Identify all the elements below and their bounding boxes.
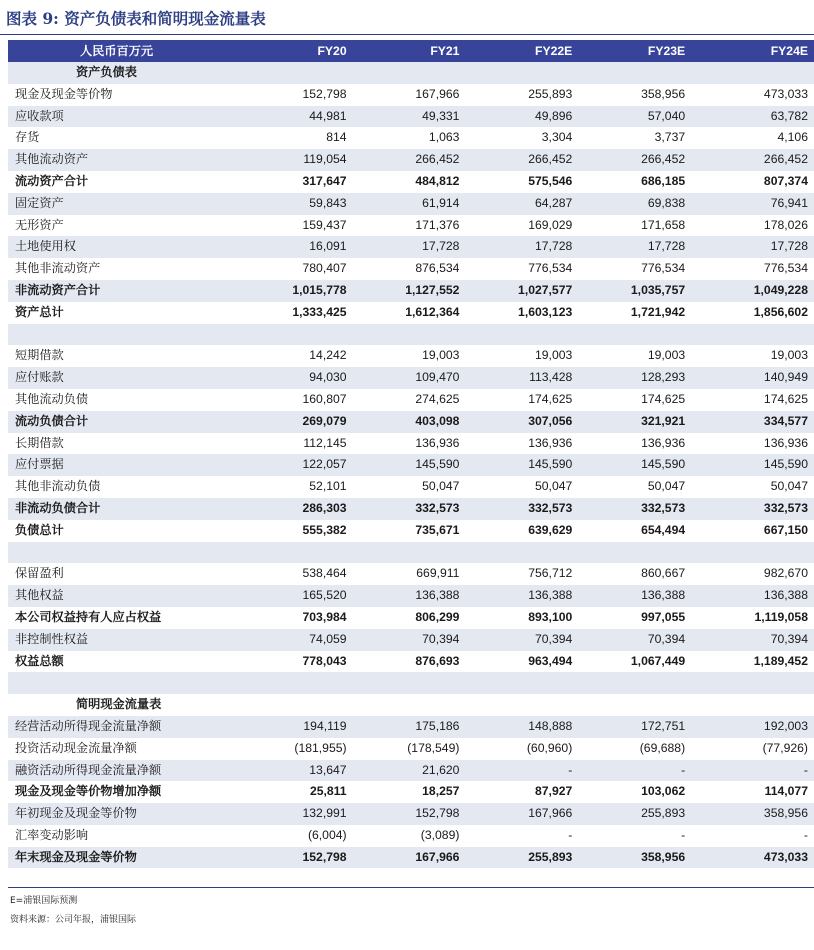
table-row bbox=[8, 847, 814, 869]
value-cell-fy21 bbox=[353, 672, 466, 694]
value-cell-fy22e bbox=[465, 694, 578, 716]
value-cell-fy21: (3,089) bbox=[420, 827, 460, 842]
value-cell-fy23e: 358,956 bbox=[641, 849, 686, 864]
value-cell-fy21: 876,693 bbox=[415, 653, 460, 668]
value-cell-fy23e: 1,035,757 bbox=[630, 282, 686, 297]
value-cell-fy23e: 266,452 bbox=[641, 152, 686, 167]
value-cell-fy20: 52,101 bbox=[309, 479, 347, 494]
value-cell-fy22e: 136,388 bbox=[528, 588, 573, 603]
value-cell-fy21: 17,728 bbox=[422, 239, 460, 254]
footer-divider bbox=[8, 887, 814, 888]
table-row bbox=[8, 411, 814, 433]
section-label: 简明现金流量表 bbox=[76, 697, 162, 712]
section-label: 资产负债表 bbox=[76, 65, 137, 79]
value-cell-fy21: 145,590 bbox=[415, 457, 460, 472]
value-cell-fy24e bbox=[691, 694, 814, 716]
value-cell-fy22e: 19,003 bbox=[535, 348, 573, 363]
value-cell-fy22e: 64,287 bbox=[535, 195, 573, 210]
row-label: 年末现金及现金等价物 bbox=[15, 849, 137, 864]
row-label: 流动负债合计 bbox=[15, 413, 89, 428]
value-cell-fy24e: 19,003 bbox=[770, 348, 808, 363]
value-cell-fy20: 703,984 bbox=[302, 609, 347, 624]
value-cell-fy21: 175,186 bbox=[415, 718, 460, 733]
table-row bbox=[8, 367, 814, 389]
value-cell-fy23e bbox=[578, 672, 691, 694]
value-cell-fy20: 25,811 bbox=[309, 784, 347, 799]
row-label bbox=[8, 672, 215, 694]
value-cell-fy21: 332,573 bbox=[415, 500, 460, 515]
row-label: 应收款项 bbox=[15, 108, 64, 123]
value-cell-fy20: 194,119 bbox=[303, 718, 347, 733]
value-cell-fy22e: 255,893 bbox=[528, 849, 573, 864]
value-cell-fy23e: 255,893 bbox=[641, 806, 686, 821]
value-cell-fy21: 669,911 bbox=[416, 566, 460, 581]
value-cell-fy24e: 174,625 bbox=[763, 391, 808, 406]
table-row bbox=[8, 651, 814, 673]
value-cell-fy23e: 174,625 bbox=[641, 391, 686, 406]
value-cell-fy24e: 63,782 bbox=[770, 108, 808, 123]
value-cell-fy20: 780,407 bbox=[302, 261, 347, 276]
row-label: 其他流动负债 bbox=[15, 391, 89, 406]
table-row bbox=[8, 738, 814, 760]
row-label: 固定资产 bbox=[15, 195, 64, 210]
value-cell-fy20: 16,091 bbox=[309, 239, 347, 254]
value-cell-fy21: 1,063 bbox=[428, 130, 460, 145]
value-cell-fy23e: 103,062 bbox=[641, 784, 686, 799]
value-cell-fy22e: 255,893 bbox=[528, 86, 573, 101]
value-cell-fy20: 152,798 bbox=[302, 849, 347, 864]
value-cell-fy23e bbox=[578, 62, 691, 84]
table-row bbox=[8, 433, 814, 455]
table-header-row bbox=[8, 40, 814, 62]
table-row bbox=[8, 84, 814, 106]
estimate-note: E=浦银国际预测 bbox=[10, 896, 78, 906]
value-cell-fy20: 44,981 bbox=[309, 108, 347, 123]
table-row bbox=[8, 781, 814, 803]
spacer-row bbox=[8, 542, 814, 564]
value-cell-fy21: 19,003 bbox=[422, 348, 460, 363]
value-cell-fy21: 403,098 bbox=[415, 413, 460, 428]
row-label: 非流动负债合计 bbox=[15, 500, 101, 515]
table-row bbox=[8, 302, 814, 324]
value-cell-fy22e: 1,603,123 bbox=[518, 304, 573, 319]
value-cell-fy20: 74,059 bbox=[309, 631, 347, 646]
row-label: 土地使用权 bbox=[15, 239, 76, 254]
title-divider bbox=[0, 34, 814, 35]
value-cell-fy20: 269,079 bbox=[302, 413, 347, 428]
value-cell-fy20 bbox=[215, 694, 353, 716]
value-cell-fy21: 152,798 bbox=[415, 806, 460, 821]
table-row bbox=[8, 215, 814, 237]
value-cell-fy20 bbox=[215, 324, 353, 346]
value-cell-fy22e: 17,728 bbox=[535, 239, 573, 254]
value-cell-fy23e: 136,388 bbox=[641, 588, 686, 603]
value-cell-fy24e: 982,670 bbox=[763, 566, 808, 581]
value-cell-fy20 bbox=[215, 672, 353, 694]
value-cell-fy21 bbox=[353, 694, 466, 716]
column-header-fy23e: FY23E bbox=[647, 44, 686, 58]
value-cell-fy21: 266,452 bbox=[415, 152, 460, 167]
value-cell-fy21: 61,914 bbox=[422, 195, 460, 210]
value-cell-fy23e: 136,936 bbox=[641, 435, 686, 450]
row-label: 其他非流动资产 bbox=[15, 261, 101, 276]
value-cell-fy24e bbox=[691, 542, 814, 564]
value-cell-fy22e: 639,629 bbox=[528, 522, 573, 537]
value-cell-fy20: 159,437 bbox=[302, 217, 347, 232]
row-label: 存货 bbox=[15, 130, 40, 145]
value-cell-fy23e bbox=[578, 694, 691, 716]
row-label: 短期借款 bbox=[15, 348, 64, 363]
value-cell-fy20: 94,030 bbox=[309, 370, 347, 385]
value-cell-fy22e: 169,029 bbox=[528, 217, 573, 232]
value-cell-fy23e: 997,055 bbox=[641, 609, 686, 624]
value-cell-fy20: 152,798 bbox=[302, 86, 347, 101]
value-cell-fy24e: 473,033 bbox=[763, 849, 808, 864]
row-label: 负债总计 bbox=[15, 522, 64, 537]
value-cell-fy23e: 145,590 bbox=[641, 457, 686, 472]
column-header-fy20: FY20 bbox=[317, 44, 347, 58]
table-row bbox=[8, 345, 814, 367]
table-row bbox=[8, 629, 814, 651]
value-cell-fy22e: 575,546 bbox=[528, 173, 573, 188]
value-cell-fy24e: 1,856,602 bbox=[753, 304, 808, 319]
table-row bbox=[8, 825, 814, 847]
value-cell-fy23e: (69,688) bbox=[639, 740, 686, 755]
row-label: 现金及现金等价物 bbox=[15, 86, 113, 101]
value-cell-fy20: 132,991 bbox=[302, 806, 347, 821]
value-cell-fy24e: 1,119,058 bbox=[754, 609, 808, 624]
value-cell-fy23e: 321,921 bbox=[641, 413, 686, 428]
value-cell-fy24e: 136,936 bbox=[763, 435, 808, 450]
value-cell-fy24e: 76,941 bbox=[770, 195, 808, 210]
value-cell-fy21: 1,127,552 bbox=[405, 282, 460, 297]
row-label: 其他权益 bbox=[15, 588, 64, 603]
value-cell-fy20: 59,843 bbox=[309, 195, 347, 210]
value-cell-fy20 bbox=[215, 62, 353, 84]
unit-header: 人民币百万元 bbox=[80, 44, 154, 58]
value-cell-fy23e: 1,721,942 bbox=[630, 304, 686, 319]
value-cell-fy23e: 358,956 bbox=[641, 86, 686, 101]
value-cell-fy22e: 1,027,577 bbox=[518, 282, 573, 297]
row-label: 资产总计 bbox=[15, 304, 64, 319]
row-label: 投资活动现金流量净额 bbox=[15, 740, 137, 755]
value-cell-fy23e: 3,737 bbox=[654, 130, 686, 145]
value-cell-fy23e: 860,667 bbox=[641, 566, 686, 581]
value-cell-fy23e: 172,751 bbox=[641, 718, 686, 733]
value-cell-fy22e: 776,534 bbox=[528, 261, 573, 276]
value-cell-fy23e: 50,047 bbox=[647, 479, 686, 494]
value-cell-fy24e: 140,949 bbox=[763, 370, 808, 385]
figure-title: 图表 9: 资产负债表和简明现金流量表 bbox=[6, 9, 266, 28]
column-header-fy22e: FY22E bbox=[535, 44, 573, 58]
value-cell-fy20: (181,955) bbox=[294, 740, 347, 755]
row-label: 非流动资产合计 bbox=[15, 282, 101, 297]
row-label: 无形资产 bbox=[15, 217, 64, 232]
row-label: 非控制性权益 bbox=[15, 631, 89, 646]
value-cell-fy22e: 70,394 bbox=[535, 631, 573, 646]
value-cell-fy23e: 57,040 bbox=[647, 108, 686, 123]
value-cell-fy24e: 266,452 bbox=[763, 152, 808, 167]
column-header-fy24e: FY24E bbox=[770, 44, 808, 58]
value-cell-fy23e bbox=[578, 542, 691, 564]
value-cell-fy22e: 893,100 bbox=[528, 609, 573, 624]
value-cell-fy20: (6,004) bbox=[307, 827, 347, 842]
value-cell-fy20: 555,382 bbox=[302, 522, 347, 537]
table-row bbox=[8, 389, 814, 411]
financial-table bbox=[8, 40, 814, 868]
table-row bbox=[8, 193, 814, 215]
value-cell-fy24e: (77,926) bbox=[762, 740, 808, 755]
table-row bbox=[8, 607, 814, 629]
value-cell-fy21 bbox=[353, 324, 466, 346]
table-row bbox=[8, 258, 814, 280]
table-row bbox=[8, 171, 814, 193]
value-cell-fy22e: 174,625 bbox=[528, 391, 573, 406]
value-cell-fy24e: 136,388 bbox=[763, 588, 808, 603]
value-cell-fy22e: 113,428 bbox=[529, 370, 573, 385]
table-row bbox=[8, 280, 814, 302]
value-cell-fy20: 814 bbox=[326, 130, 347, 145]
value-cell-fy24e: 807,374 bbox=[763, 173, 808, 188]
value-cell-fy24e: - bbox=[803, 762, 808, 777]
table-row bbox=[8, 236, 814, 258]
table-row bbox=[8, 760, 814, 782]
value-cell-fy22e: 756,712 bbox=[528, 566, 573, 581]
value-cell-fy21: 70,394 bbox=[422, 631, 460, 646]
row-label: 年初现金及现金等价物 bbox=[15, 806, 137, 821]
value-cell-fy20: 165,520 bbox=[302, 588, 347, 603]
value-cell-fy24e: 178,026 bbox=[763, 217, 808, 232]
value-cell-fy21 bbox=[353, 542, 466, 564]
value-cell-fy24e: 17,728 bbox=[770, 239, 808, 254]
row-label bbox=[8, 542, 215, 564]
value-cell-fy22e: 49,896 bbox=[535, 108, 573, 123]
value-cell-fy20: 160,807 bbox=[302, 391, 347, 406]
row-label: 应付票据 bbox=[15, 457, 64, 472]
row-label: 汇率变动影响 bbox=[15, 827, 89, 842]
value-cell-fy23e: 19,003 bbox=[647, 348, 686, 363]
table-row bbox=[8, 563, 814, 585]
value-cell-fy22e bbox=[465, 62, 578, 84]
value-cell-fy24e: - bbox=[803, 827, 808, 842]
row-label: 其他非流动负债 bbox=[15, 479, 101, 494]
value-cell-fy22e: 167,966 bbox=[528, 806, 573, 821]
value-cell-fy20: 286,303 bbox=[302, 500, 347, 515]
table-row bbox=[8, 127, 814, 149]
value-cell-fy20: 778,043 bbox=[302, 653, 347, 668]
table-row bbox=[8, 498, 814, 520]
row-label bbox=[8, 324, 215, 346]
table-row bbox=[8, 476, 814, 498]
value-cell-fy23e: - bbox=[681, 827, 686, 842]
value-cell-fy22e: 307,056 bbox=[528, 413, 573, 428]
value-cell-fy24e: 473,033 bbox=[763, 86, 808, 101]
value-cell-fy20: 112,145 bbox=[303, 435, 347, 450]
section-header-row bbox=[8, 694, 814, 716]
row-label: 长期借款 bbox=[15, 435, 64, 450]
value-cell-fy24e: 358,956 bbox=[763, 806, 808, 821]
value-cell-fy23e: 17,728 bbox=[647, 239, 686, 254]
value-cell-fy21: 136,936 bbox=[415, 435, 460, 450]
value-cell-fy24e bbox=[691, 62, 814, 84]
value-cell-fy21: 171,376 bbox=[415, 217, 460, 232]
value-cell-fy20: 122,057 bbox=[302, 457, 347, 472]
spacer-row bbox=[8, 324, 814, 346]
value-cell-fy22e: 148,888 bbox=[528, 718, 573, 733]
value-cell-fy24e: 70,394 bbox=[770, 631, 808, 646]
row-label: 融资活动所得现金流量净额 bbox=[15, 762, 162, 777]
value-cell-fy24e: 192,003 bbox=[763, 718, 808, 733]
spacer-row bbox=[8, 672, 814, 694]
value-cell-fy24e: 50,047 bbox=[770, 479, 808, 494]
value-cell-fy22e: (60,960) bbox=[526, 740, 573, 755]
table-row bbox=[8, 149, 814, 171]
value-cell-fy20: 13,647 bbox=[309, 762, 347, 777]
value-cell-fy24e bbox=[691, 672, 814, 694]
table-row bbox=[8, 585, 814, 607]
value-cell-fy24e: 4,106 bbox=[777, 130, 808, 145]
value-cell-fy23e: - bbox=[681, 762, 686, 777]
value-cell-fy21: 50,047 bbox=[422, 479, 460, 494]
row-label: 流动资产合计 bbox=[15, 173, 89, 188]
table-row bbox=[8, 520, 814, 542]
column-header-fy21: FY21 bbox=[430, 44, 460, 58]
value-cell-fy21: 274,625 bbox=[415, 391, 460, 406]
value-cell-fy22e: 3,304 bbox=[541, 130, 573, 145]
value-cell-fy20: 317,647 bbox=[302, 173, 347, 188]
value-cell-fy21: 167,966 bbox=[415, 849, 460, 864]
value-cell-fy24e: 1,049,228 bbox=[753, 282, 808, 297]
value-cell-fy24e: 667,150 bbox=[763, 522, 808, 537]
value-cell-fy24e: 334,577 bbox=[763, 413, 808, 428]
value-cell-fy22e: - bbox=[568, 762, 573, 777]
value-cell-fy21: (178,549) bbox=[407, 740, 460, 755]
value-cell-fy23e: 70,394 bbox=[647, 631, 686, 646]
value-cell-fy21: 876,534 bbox=[415, 261, 460, 276]
table-body bbox=[8, 62, 814, 868]
value-cell-fy23e: 171,658 bbox=[641, 217, 686, 232]
value-cell-fy22e: 87,927 bbox=[535, 784, 573, 799]
value-cell-fy20: 1,015,778 bbox=[292, 282, 347, 297]
value-cell-fy24e: 145,590 bbox=[763, 457, 808, 472]
value-cell-fy23e: 776,534 bbox=[641, 261, 686, 276]
value-cell-fy24e: 776,534 bbox=[763, 261, 808, 276]
source-note: 资料来源：公司年报，浦银国际 bbox=[10, 915, 137, 925]
value-cell-fy23e: 686,185 bbox=[641, 173, 686, 188]
section-header-row bbox=[8, 62, 814, 84]
value-cell-fy24e: 1,189,452 bbox=[753, 653, 808, 668]
value-cell-fy23e bbox=[578, 324, 691, 346]
value-cell-fy20: 14,242 bbox=[309, 348, 347, 363]
value-cell-fy24e bbox=[691, 324, 814, 346]
table-row bbox=[8, 106, 814, 128]
value-cell-fy23e: 69,838 bbox=[647, 195, 686, 210]
row-label: 现金及现金等价物增加净额 bbox=[15, 784, 162, 799]
value-cell-fy23e: 128,293 bbox=[641, 370, 686, 385]
value-cell-fy23e: 654,494 bbox=[641, 522, 686, 537]
row-label: 本公司权益持有人应占权益 bbox=[15, 609, 162, 624]
value-cell-fy22e: 50,047 bbox=[535, 479, 573, 494]
value-cell-fy21: 21,620 bbox=[422, 762, 460, 777]
value-cell-fy22e: - bbox=[568, 827, 573, 842]
value-cell-fy20 bbox=[215, 542, 353, 564]
value-cell-fy22e bbox=[465, 542, 578, 564]
value-cell-fy21: 109,470 bbox=[415, 370, 460, 385]
row-label: 应付账款 bbox=[15, 370, 64, 385]
value-cell-fy20: 119,054 bbox=[303, 152, 347, 167]
row-label: 经营活动所得现金流量净额 bbox=[15, 718, 162, 733]
value-cell-fy22e bbox=[465, 672, 578, 694]
value-cell-fy20: 538,464 bbox=[302, 566, 347, 581]
value-cell-fy21: 484,812 bbox=[415, 173, 460, 188]
value-cell-fy22e: 136,936 bbox=[528, 435, 573, 450]
value-cell-fy24e: 332,573 bbox=[763, 500, 808, 515]
value-cell-fy21 bbox=[353, 62, 466, 84]
value-cell-fy21: 806,299 bbox=[415, 609, 460, 624]
value-cell-fy21: 49,331 bbox=[422, 108, 460, 123]
row-label: 保留盈利 bbox=[15, 566, 64, 581]
value-cell-fy21: 735,671 bbox=[415, 522, 460, 537]
value-cell-fy22e: 332,573 bbox=[528, 500, 573, 515]
value-cell-fy23e: 332,573 bbox=[641, 500, 686, 515]
table-row bbox=[8, 454, 814, 476]
value-cell-fy23e: 1,067,449 bbox=[630, 653, 686, 668]
value-cell-fy22e: 145,590 bbox=[528, 457, 573, 472]
value-cell-fy21: 136,388 bbox=[415, 588, 460, 603]
value-cell-fy22e: 963,494 bbox=[528, 653, 573, 668]
row-label: 其他流动资产 bbox=[15, 152, 89, 167]
table-row bbox=[8, 803, 814, 825]
value-cell-fy22e: 266,452 bbox=[528, 152, 573, 167]
table-row bbox=[8, 716, 814, 738]
value-cell-fy21: 167,966 bbox=[415, 86, 460, 101]
value-cell-fy21: 1,612,364 bbox=[405, 304, 460, 319]
value-cell-fy24e: 114,077 bbox=[764, 784, 808, 799]
value-cell-fy21: 18,257 bbox=[422, 784, 460, 799]
value-cell-fy22e bbox=[465, 324, 578, 346]
row-label: 权益总额 bbox=[15, 653, 64, 668]
value-cell-fy20: 1,333,425 bbox=[292, 304, 347, 319]
